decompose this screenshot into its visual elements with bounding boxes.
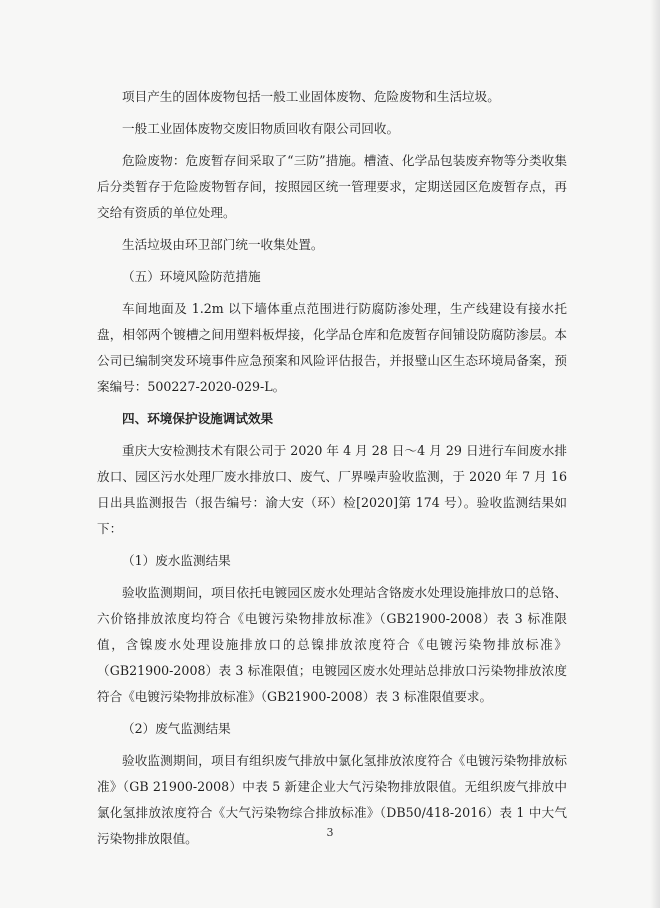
document-body — [97, 84, 567, 858]
paragraph-risk-prevention: 车间地面及 1.2m 以下墙体重点范围进行防腐防渗处理，生产线建设有接水托盘，相邻两个镀槽之间用塑料板焊接，化学品仓库和危废暂存间铺设防腐防渗层。本公司已编制突发环境事件应急预案和风险评估报告，并报璧山区生态环境局备案，预案编号：500227-2020-029-L。 — [97, 301, 567, 394]
paragraph-wastewater-results: 验收监测期间，项目依托电镀园区废水处理站含铬废水处理设施排放口的总铬、六价铬排放浓度均符合《电镀污染物排放标准》（GB21900-2008）表 3 标准限值，含镍废水处理设施排放口的总镍排放浓度符合《电镀污染物排放标准》（GB21900-2008）表 3 标准限值；电镀园区废水处理站总排放口污染物排放浓度符合《电镀污染物排放标准》（GB21900-2008）表 3 标准限值要求。 — [97, 585, 567, 704]
scan-edge-shadow — [650, 0, 660, 908]
page-number: 3 — [326, 826, 334, 839]
subheading-wastewater: （1）废水监测结果 — [122, 553, 231, 568]
section-heading-commissioning: 四、环境保护设施调试效果 — [122, 411, 274, 426]
paragraph-hazardous-waste: 危险废物：危废暂存间采取了“三防”措施。槽渣、化学品包装废弃物等分类收集后分类暂存于危险废物暂存间，按照园区统一管理要求，定期送园区危废暂存点，再交给有资质的单位处理。 — [97, 153, 567, 220]
paragraph-solid-waste: 项目产生的固体废物包括一般工业固体废物、危险废物和生活垃圾。 — [122, 89, 500, 104]
paragraph-monitoring-intro: 重庆大安检测技术有限公司于 2020 年 4 月 28 日～4 月 29 日进行车间废水排放口、园区污水处理厂废水排放口、废气、厂界噪声验收监测，于 2020 年 7 月 16 日出具监测报告（报告编号：渝大安（环）检[2020]第 174 号）。验收监测结果如下： — [97, 443, 567, 536]
paragraph-general-waste: 一般工业固体废物交废旧物质回收有限公司回收。 — [122, 121, 400, 136]
subheading-exhaust: （2）废气监测结果 — [122, 721, 231, 736]
subheading-risk-prevention: （五）环境风险防范措施 — [122, 269, 261, 284]
paragraph-domestic-waste: 生活垃圾由环卫部门统一收集处置。 — [122, 237, 324, 252]
paragraph-exhaust-results: 验收监测期间，项目有组织废气排放中氯化氢排放浓度符合《电镀污染物排放标准》（GB 21900-2008）中表 5 新建企业大气污染物排放限值。无组织废气排放中氯化氢排放浓度符合《大气污染物综合排放标准》（DB50/418-2016）表 1 中大气污染物排放限值。 — [97, 753, 567, 846]
